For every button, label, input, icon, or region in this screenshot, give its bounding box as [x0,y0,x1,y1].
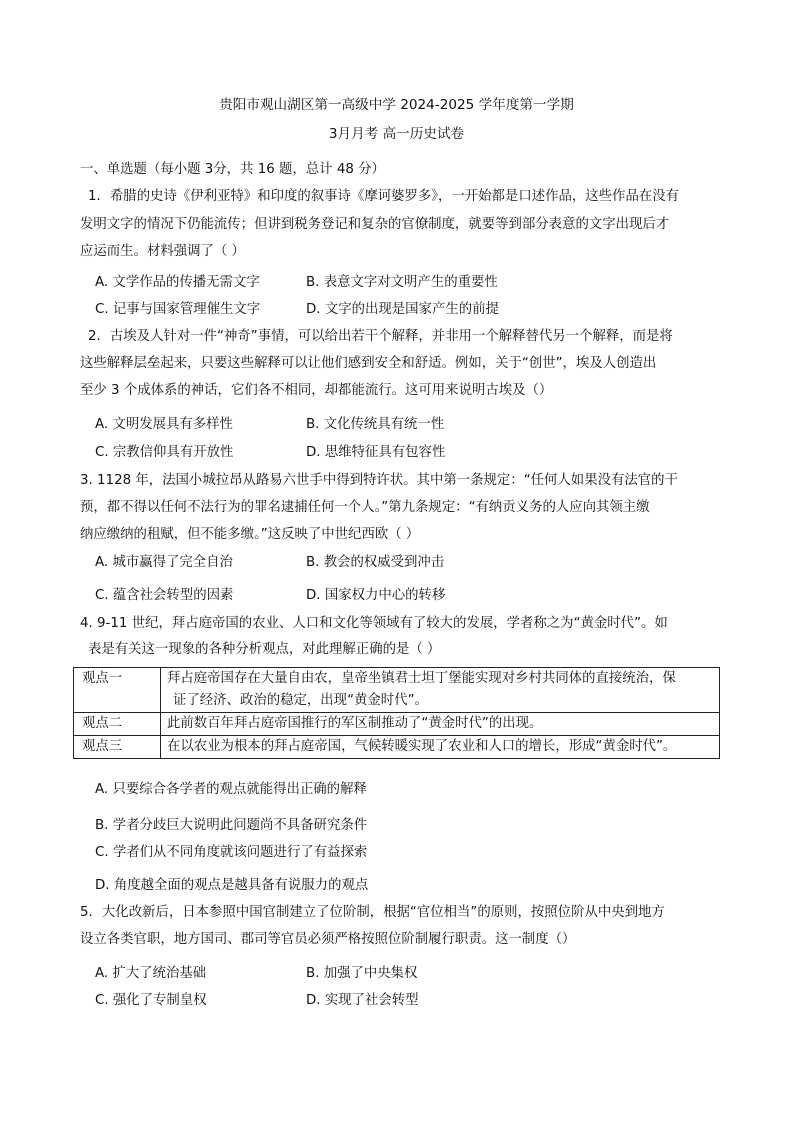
question-text-line: 纳应缴纳的租赋，但不能多缴。”这反映了中世纪西欧（ ） [80,527,420,542]
question-text-line: 表是有关这一现象的各种分析观点，对此理解正确的是（ ） [88,642,441,657]
table-cell-line: 证了经济、政治的稳定，出现“黄金时代”。 [173,693,428,708]
table-row [74,713,720,736]
table-cell-label: 观点二 [74,713,161,736]
option-c[interactable]: C. 记事与国家管理催生文字 [95,302,261,317]
option-b[interactable]: B. 加强了中央集权 [306,966,418,981]
question-text-line: 5．大化改新后，日本参照中国官制建立了位阶制，根据“官位相当”的原则，按照位阶从中央到地方 [80,905,665,920]
option-a[interactable]: A. 扩大了统治基础 [95,966,207,981]
exam-title-line1: 贵阳市观山湖区第一高级中学 2024-2025 学年度第一学期 [219,97,574,113]
option-a[interactable]: A. 只要综合各学者的观点就能得出正确的解释 [95,782,367,797]
option-d[interactable]: D. 思维特征具有包容性 [306,445,446,460]
table-cell-text: 此前数百年拜占庭帝国推行的军区制推动了“黄金时代”的出现。 [161,713,720,736]
question-text-line: 设立各类官职，地方国司、郡司等官员必须严格按照位阶制履行职责。这一制度（） [80,932,576,947]
option-b[interactable]: B. 表意文字对文明产生的重要性 [306,275,498,290]
question-text-line: 3. 1128 年，法国小城拉昂从路易六世手中得到特许状。其中第一条规定：“任何人如果没有法官的干 [80,473,678,488]
table-cell-text: 在以农业为根本的拜占庭帝国，气候转暖实现了农业和人口的增长，形成“黄金时代”。 [161,736,720,759]
question-text-line: 这些解释层垒起来，只要这些解释可以让他们感到安全和舒适。例如，关于“创世”，埃及人创造出 [80,356,657,371]
option-b[interactable]: B. 学者分歧巨大说明此问题尚不具备研究条件 [95,818,368,833]
option-d[interactable]: D. 文字的出现是国家产生的前提 [306,302,499,317]
option-c[interactable]: C. 强化了专制皇权 [95,993,207,1008]
option-b[interactable]: B. 文化传统具有统一性 [306,417,445,432]
question-text-line: 2．古埃及人针对一件“神奇”事情，可以给出若干个解释，并非用一个解释替代另一个解释，而是将 [88,329,673,344]
question-text-line: 至少 3 个成体系的神话，它们各不相同，却都能流行。这可用来说明古埃及（） [80,383,553,398]
question-text-line: 1．希腊的史诗《伊利亚特》和印度的叙事诗《摩诃婆罗多》，一开始都是口述作品，这些作品在没有 [88,189,680,204]
question-text-line: 预，都不得以任何不法行为的罪名逮捕任何一个人。”第九条规定：“有纳贡义务的人应向其领主缴 [80,500,650,515]
option-c[interactable]: C. 蕴含社会转型的因素 [95,588,234,603]
option-c[interactable]: C. 学者们从不同角度就该问题进行了有益探索 [95,845,368,860]
viewpoints-table [73,667,720,759]
option-d[interactable]: D. 实现了社会转型 [306,993,419,1008]
option-a[interactable]: A. 文明发展具有多样性 [95,417,233,432]
option-b[interactable]: B. 教会的权威受到冲击 [306,555,445,570]
table-cell-line: 拜占庭帝国存在大量自由农，皇帝坐镇君士坦丁堡能实现对乡村共同体的直接统治，保 [167,671,676,686]
option-d[interactable]: D. 角度越全面的观点是越具备有说服力的观点 [95,878,369,893]
exam-title-line2: 3月月考 高一历史试卷 [328,126,465,142]
question-text-line: 4. 9-11 世纪，拜占庭帝国的农业、人口和文化等领域有了较大的发展，学者称之为“黄金时代”。如 [80,616,668,631]
option-c[interactable]: C. 宗教信仰具有开放性 [95,445,234,460]
table-cell-text [161,668,720,713]
table-row [74,668,720,713]
section-heading: 一、单选题（每小题 3分，共 16 题，总计 48 分） [80,162,385,177]
option-a[interactable]: A. 城市赢得了完全自治 [95,555,233,570]
table-cell-label: 观点一 [74,668,161,713]
table-cell-label: 观点三 [74,736,161,759]
question-text-line: 发明文字的情况下仍能流传；但讲到税务登记和复杂的官僚制度，就要等到部分表意的文字出现后才 [80,217,670,232]
table-row [74,736,720,759]
question-text-line: 应运而生。材料强调了（ ） [80,244,245,259]
option-d[interactable]: D. 国家权力中心的转移 [306,588,446,603]
option-a[interactable]: A. 文学作品的传播无需文字 [95,275,260,290]
